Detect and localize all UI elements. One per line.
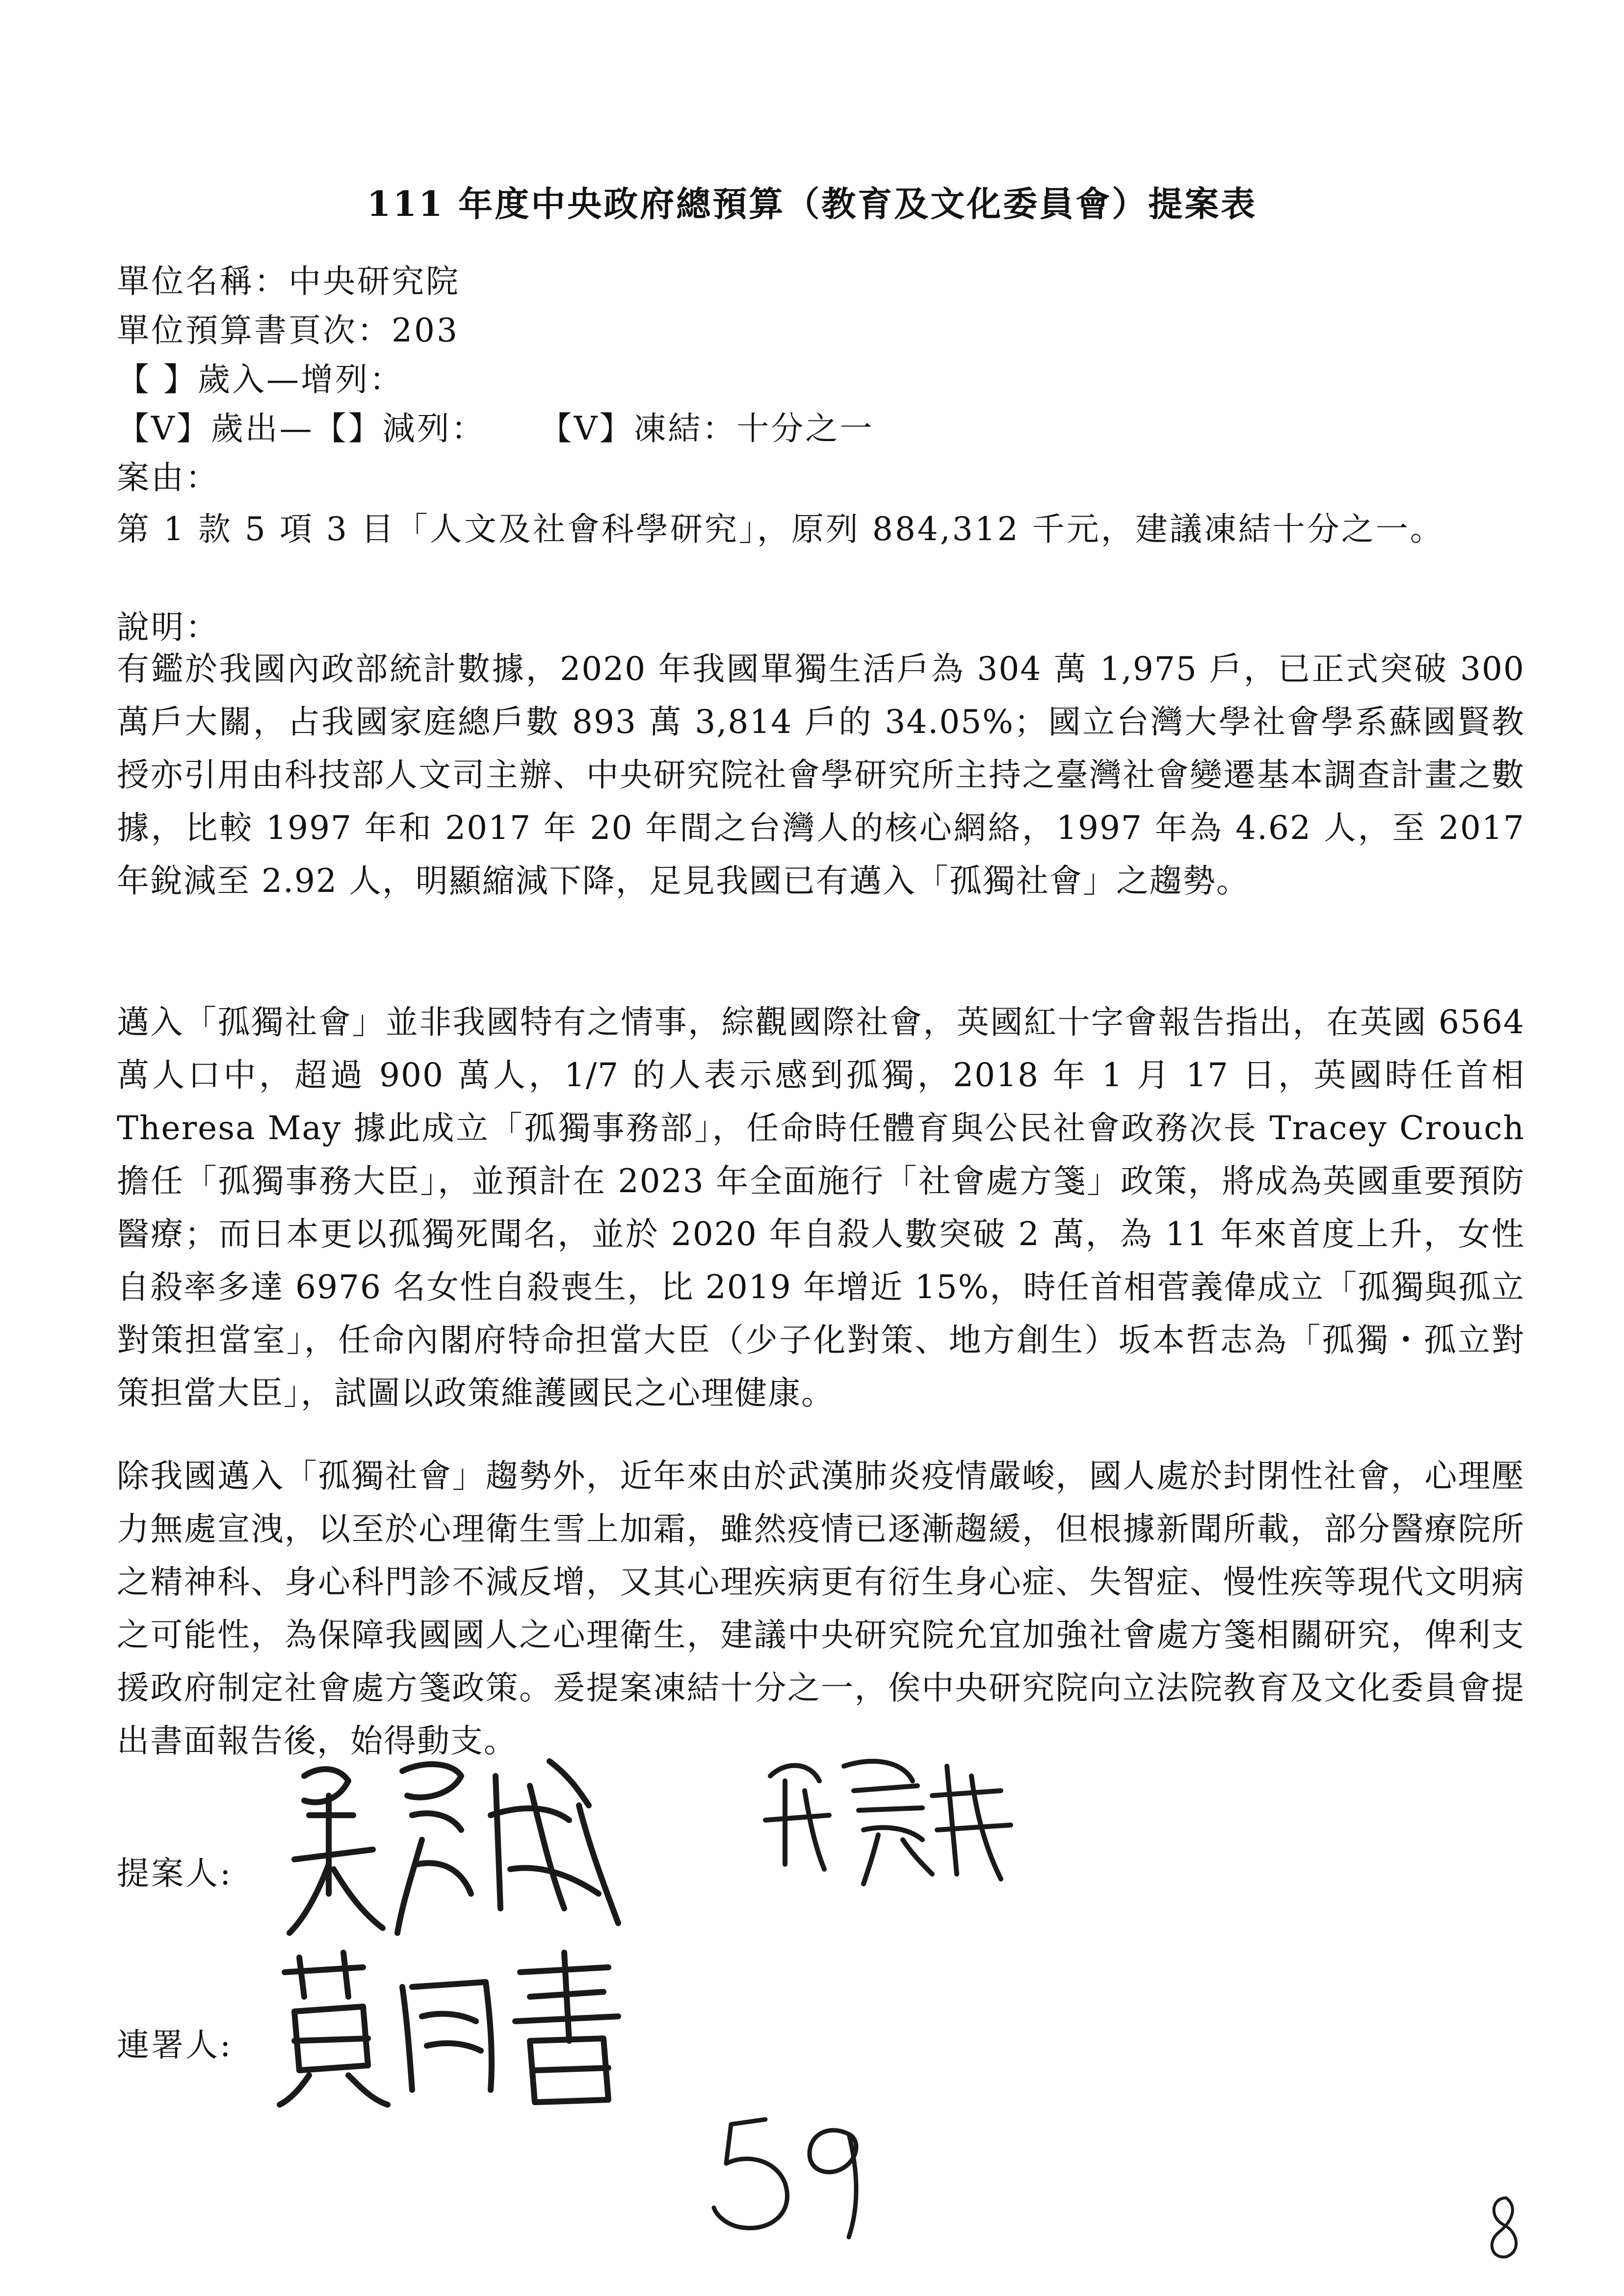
proposer-label: 提案人: [117,1854,233,1892]
explanation-label: 說明： [117,608,220,646]
budget-page: 單位預算書頁次：203 [117,312,459,349]
expense-line [117,402,874,449]
reason-text: 第 1 款 5 項 3 目「人文及社會科學研究」，原列 884,312 千元，建議凍結十分之一。 [117,510,1444,548]
reason-label: 案由： [117,459,220,496]
page-title: 111 年度中央政府總預算（教育及文化委員會）提案表 [367,183,1257,224]
expense-reduction: 【V】歲出—【】減列： [117,410,486,447]
cosigner-signature [265,1943,638,2110]
explanation-paragraph-2: 邁入「孤獨社會」並非我國特有之情事，綜觀國際社會，英國紅十字會報告指出，在英國 6564 萬人口中，超過 900 萬人，1/7 的人表示感到孤獨，2018 年 1 月 17 日，英國時任首相 Theresa May 據此成立「孤獨事務部」，任命時任體育與公民社會政務次長 Tracey Crouch 擔任「孤獨事務大臣」，並預計在 2023 年全面施行「社會處方箋」政策，將成為英國重要預防醫療；而日本更以孤獨死聞名，並於 2020 年自殺人數突破 2 萬，為 11 年來首度上升，女性自殺率多達 6976 名女性自殺喪生，比 2019 年增近 15%，時任首相菅義偉成立「孤獨與孤立對策担當室」，任命內閣府特命担當大臣（少子化對策、地方創生）坂本哲志為「孤獨・孤立對策担當大臣」，試圖以政策維護國民之心理健康。 [117,1003,1525,1412]
handwritten-page-number [702,2110,888,2247]
handwritten-corner-mark [1477,2188,1531,2267]
explanation-paragraph-1: 有鑑於我國內政部統計數據，2020 年我國單獨生活戶為 304 萬 1,975 戶，已正式突破 300 萬戶大關，占我國家庭總戶數 893 萬 3,814 戶的 34.05%；國立台灣大學社會學系蘇國賢教授亦引用由科技部人文司主辦、中央研究院社會學研究所主持之臺灣社會變遷基本調查計畫之數據，比較 1997 年和 2017 年 20 年間之台灣人的核心網絡，1997 年為 4.62 人，至 2017 年銳減至 2.92 人，明顯縮減下降，足見我國已有邁入「孤獨社會」之趨勢。 [117,650,1525,900]
revenue-line: 【 】歲入—增列： [117,361,404,398]
cosigner-label: 連署人: [117,2026,233,2064]
proposer-signature-2 [756,1737,1030,1894]
explanation-paragraph-3: 除我國邁入「孤獨社會」趨勢外，近年來由於武漢肺炎疫情嚴峻，國人處於封閉性社會，心理壓力無處宣洩，以至於心理衛生雪上加霜，雖然疫情已逐漸趨緩，但根據新聞所載，部分醫療院所之精神科、身心科門診不減反增，又其心理疾病更有衍生身心症、失智症、慢性疾等現代文明病之可能性，為保障我國國人之心理衛生，建議中央研究院允宜加強社會處方箋相關研究，俾利支援政府制定社會處方箋政策。爰提案凍結十分之一，俟中央研究院向立法院教育及文化委員會提出書面報告後，始得動支。 [117,1457,1525,1760]
expense-freeze: 【V】凍結：十分之一 [539,410,874,447]
unit-name: 單位名稱：中央研究院 [117,262,460,300]
proposer-signature-1 [275,1747,677,1953]
